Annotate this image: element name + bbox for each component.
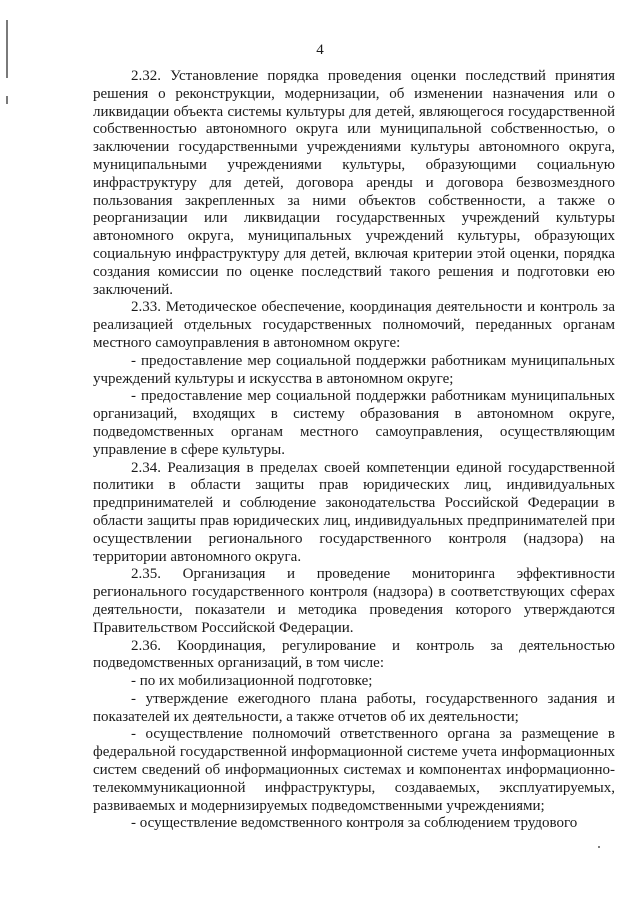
list-item: - утверждение ежегодного плана работы, государственного задания и показателей их деятельности, а также отчетов об их деятельности; xyxy=(93,690,615,725)
list-item: - осуществление ведомственного контроля за соблюдением трудового xyxy=(131,815,578,832)
page-number: 4 xyxy=(316,42,324,58)
scan-edge-mark xyxy=(6,96,8,104)
scan-speck xyxy=(598,846,600,848)
list-item: - предоставление мер социальной поддержки работникам муниципальных организаций, входящих в систему образования в автономном округе, подведомственных органам местного самоуправления, осуществляющим управление в сфере культуры. xyxy=(93,388,615,458)
list-item: - осуществление полномочий ответственного органа за размещение в федеральной государственной информационной системе учета информационных систем сведений об информационных системах и компонентах информационно-телекоммуникационной инфраструктуры, создаваемых, эксплуатируемых, развиваемых и модернизируемых подведомственными учреждениями; xyxy=(93,726,615,814)
document-body xyxy=(93,68,615,833)
paragraph-2-35: 2.35. Организация и проведение мониторинга эффективности регионального государственного контроля (надзора) в соответствующих сферах деятельности, показатели и методика проведения которого утверждаются Правительством Российской Федерации. xyxy=(93,566,615,636)
paragraph-2-32: 2.32. Установление порядка проведения оценки последствий принятия решения о реконструкции, модернизации, об изменении назначения или о ликвидации объекта системы культуры для детей, являющегося государственной собственностью автономного округа или муниципальной собственностью, о заключении государственными учреждениями культуры автономного округа, муниципальными учреждениями культуры, образующими социальную инфраструктуру для детей, договора аренды и договора безвозмездного пользования закрепленных за ними объектов собственности, а также о реорганизации или ликвидации государственных учреждений культуры автономного округа, муниципальных учреждений культуры, образующих социальную инфраструктуру для детей, включая критерии этой оценки, порядка создания комиссии по оценке последствий такого решения и подготовки ею заключений. xyxy=(93,68,615,298)
paragraph-2-33: 2.33. Методическое обеспечение, координация деятельности и контроль за реализацией отдельных государственных полномочий, переданных органам местного самоуправления в автономном округе: xyxy=(93,299,615,351)
list-item: - предоставление мер социальной поддержки работникам муниципальных учреждений культуры и искусства в автономном округе; xyxy=(93,352,615,387)
paragraph-2-34: 2.34. Реализация в пределах своей компетенции единой государственной политики в области защиты прав юридических лиц, индивидуальных предпринимателей и соблюдение законодательства Российской Федерации в области защиты прав юридических лиц, индивидуальных предпринимателей при осуществлении регионального государственного контроля (надзора) на территории автономного округа. xyxy=(93,459,615,565)
list-item: - по их мобилизационной подготовке; xyxy=(131,673,373,690)
paragraph-2-36: 2.36. Координация, регулирование и контроль за деятельностью подведомственных организаций, в том числе: xyxy=(93,637,615,672)
